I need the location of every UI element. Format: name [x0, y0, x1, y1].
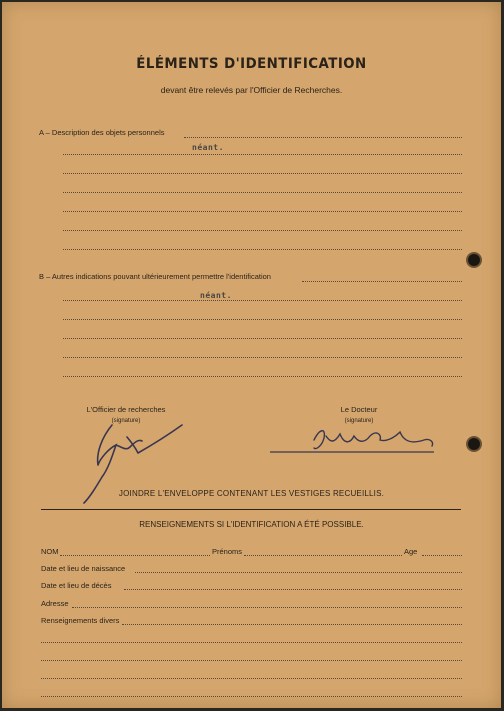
form-sheet [2, 2, 501, 708]
age-label: Age [404, 547, 418, 556]
punch-hole [468, 254, 480, 266]
doctor-signature-label: Le Docteur [340, 405, 378, 414]
section-a-line [63, 192, 462, 193]
section-divider [41, 509, 461, 510]
section-b-line [63, 357, 462, 358]
divers-field [41, 660, 462, 661]
officer-signature-label: L'Officier de recherches [86, 405, 166, 414]
adresse-field [72, 607, 462, 608]
divers-label: Renseignements divers [41, 616, 120, 625]
prenoms-label: Prénoms [212, 547, 243, 556]
divers-field [41, 678, 462, 679]
divers-field [122, 624, 462, 625]
section-b-line [63, 338, 462, 339]
section-b-line [63, 300, 462, 301]
divers-field [41, 696, 462, 697]
officer-signature-sub: (signature) [111, 418, 141, 424]
section-a-line [63, 249, 462, 250]
adresse-label: Adresse [41, 599, 69, 608]
nom-label: NOM [41, 547, 59, 556]
section-a-label: A – Description des objets personnels [39, 128, 165, 137]
section-b-line [302, 281, 462, 282]
envelope-instruction: JOINDRE L'ENVELOPPE CONTENANT LES VESTIGES RECUEILLIS. [118, 489, 385, 498]
section-a-line [63, 211, 462, 212]
section-b-typed-value: néant. [200, 291, 232, 300]
nom-field [60, 555, 210, 556]
page-title: ÉLÉMENTS D'IDENTIFICATION [136, 56, 367, 72]
doctor-signature-image [264, 420, 444, 460]
deces-label: Date et lieu de décès [41, 581, 112, 590]
section-a-line [184, 137, 462, 138]
section-b-label: B – Autres indications pouvant ultérieurement permettre l'identification [39, 272, 271, 281]
doctor-signature-sub: (signature) [344, 418, 374, 424]
page-subtitle: devant être relevés par l'Officier de Recherches. [160, 85, 343, 95]
naissance-label: Date et lieu de naissance [41, 564, 126, 573]
naissance-field [135, 572, 462, 573]
age-field [422, 555, 462, 556]
section-b-line [63, 376, 462, 377]
section-a-line [63, 230, 462, 231]
prenoms-field [244, 555, 402, 556]
deces-field [124, 589, 462, 590]
punch-hole [468, 438, 480, 450]
section-a-typed-value: néant. [192, 143, 224, 152]
divers-field [41, 642, 462, 643]
section-a-line [63, 173, 462, 174]
section-b-line [63, 319, 462, 320]
section-a-line [63, 154, 462, 155]
identification-heading: RENSEIGNEMENTS SI L'IDENTIFICATION A ÉTÉ POSSIBLE. [139, 520, 364, 529]
